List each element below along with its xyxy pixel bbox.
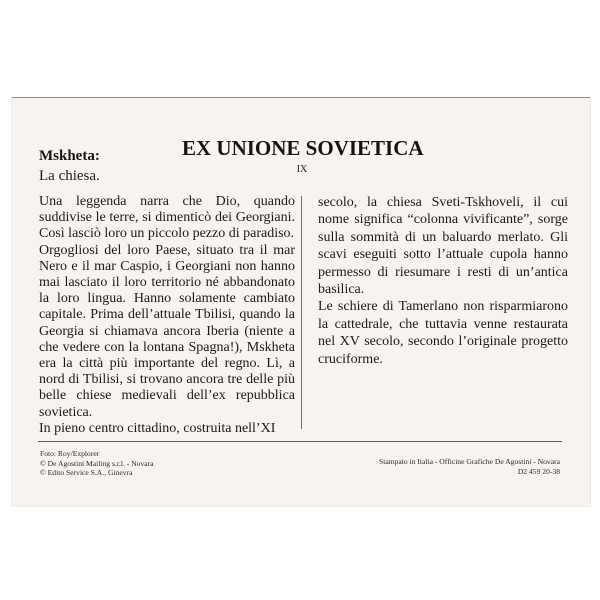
paragraph: Una leggenda narra che Dio, quando suddivise le terre, si dimenticò dei Georgiani. Così lasciò loro un piccolo pezzo di paradiso. [39, 194, 295, 242]
column-divider [301, 196, 302, 429]
credit-line: © De Agostini Mailing s.r.l. - Novara [40, 458, 154, 468]
footer-divider [38, 441, 562, 442]
text-column-left [39, 194, 295, 437]
printer-line: Stampato in Italia - Officine Grafiche De Agostini - Novara [379, 457, 560, 466]
credit-line: © Edito Service S.A., Ginevra [40, 468, 133, 478]
catalog-code: D2 459 20-38 [517, 466, 560, 476]
printer-info [379, 457, 560, 476]
credits [40, 449, 154, 478]
text-column-right [318, 194, 568, 368]
place-subheading: La chiesa. [39, 168, 100, 184]
paragraph: Le schiere di Tamerlano non risparmiarono la cattedrale, che tuttavia venne restaurata nel XV secolo, secondo l’originale progetto cruciforme. [318, 299, 568, 367]
page-title: EX UNIONE SOVIETICA [182, 136, 424, 160]
paragraph: secolo, la chiesa Sveti-Tskhoveli, il cui nome significa “colonna vivificante”, sorge sulla sommità di un baluardo merlato. Gli scavi eseguiti sotto l’attuale cupola hanno permesso di riesumare i resti di un’antica basilica. [318, 195, 568, 298]
place-heading: Mskheta: [39, 148, 100, 164]
credit-line: Foto: Roy/Explorer [40, 449, 100, 458]
volume-numeral: IX [296, 164, 308, 175]
postcard-back [12, 97, 590, 506]
paragraph: In pieno centro cittadino, costruita nell’XI [39, 420, 276, 436]
paragraph: Orgogliosi del loro Paese, situato tra il mar Nero e il mar Caspio, i Georgiani non hanno mai lasciato il loro territorio né abbandonato la loro lingua. Hanno solamente cambiato capitale. Prima dell’attuale Tbilisi, quando la Georgia si chiamava ancora Iberia (niente a che vedere con la lontana Spagna!), Mskheta era la città più importante del regno. Lì, a nord di Tbilisi, si trovano ancora tre delle più belle chiese medievali dell’ex repubblica sovietica. [39, 242, 295, 420]
